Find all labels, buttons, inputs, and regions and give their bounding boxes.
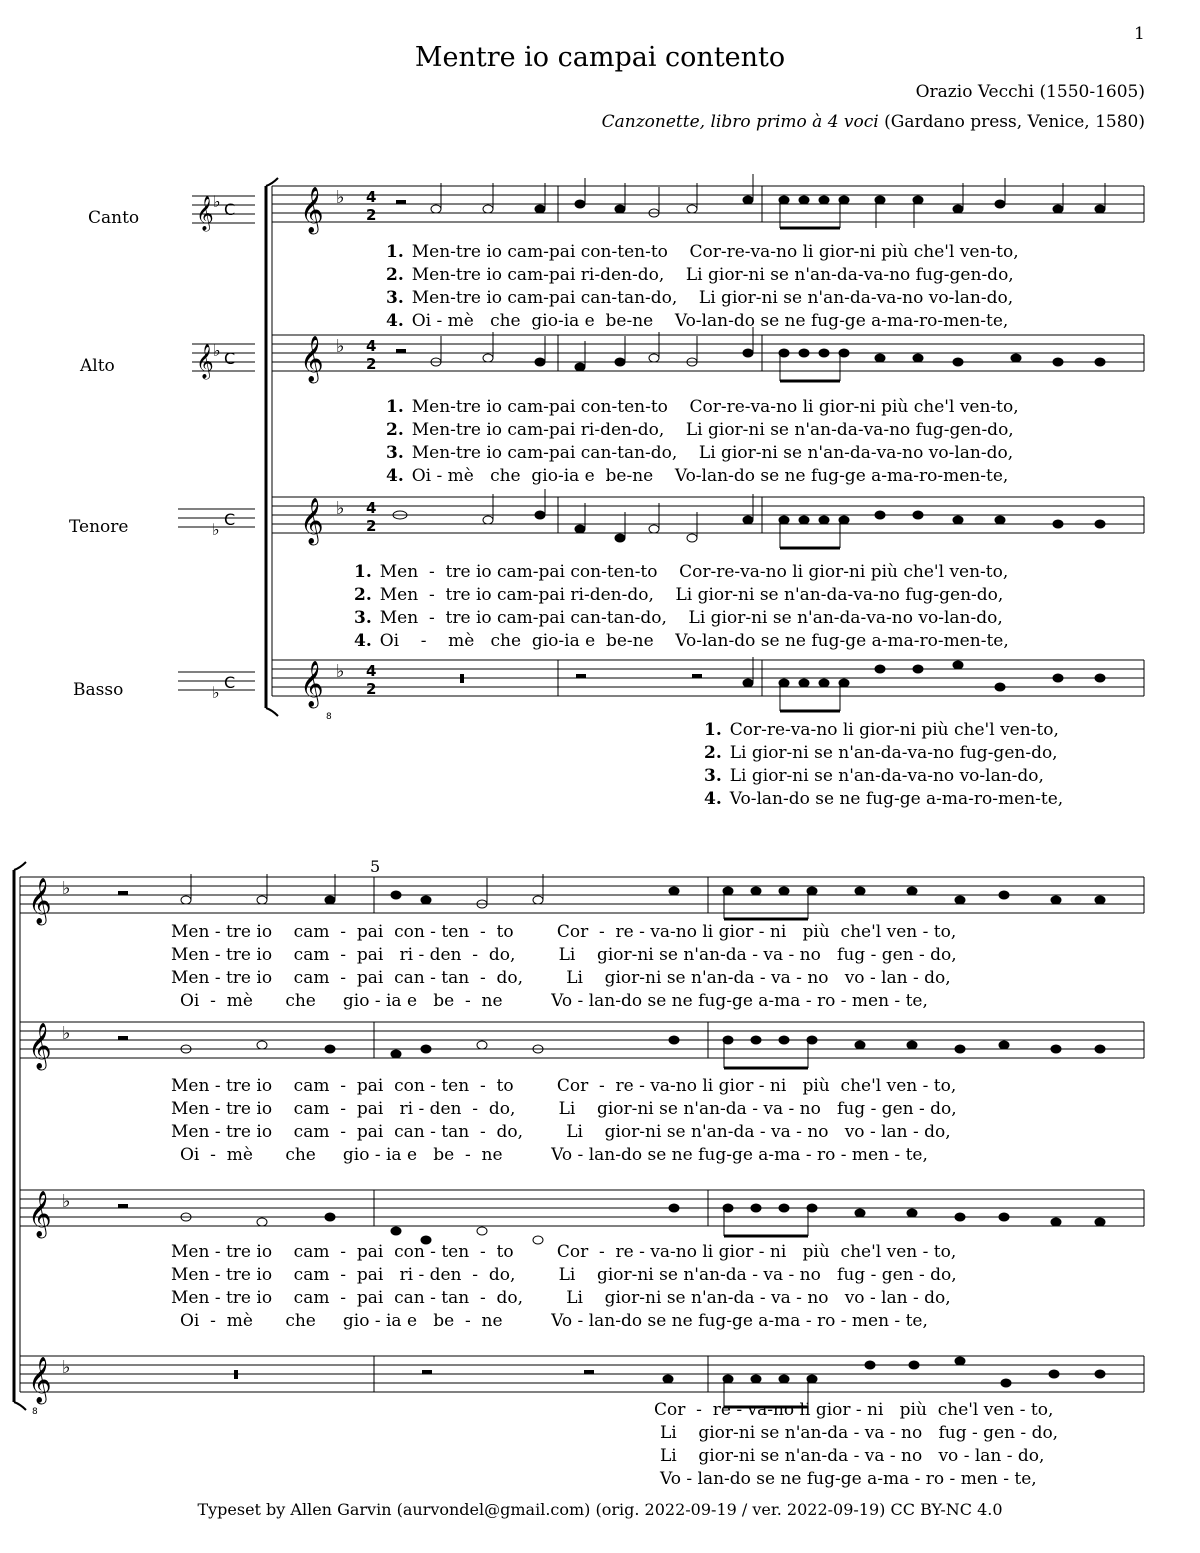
lyric-line: 3. Men-tre io cam-pai can-tan-do, Li gior-ni se n'an-da-va-no vo-lan-do, [386,288,1014,308]
bar-number: 5 [370,857,381,876]
common-time-icon: C [224,349,236,368]
treble-clef-icon: 𝄞 [300,336,324,382]
treble-clef-icon: 𝄞 [28,878,52,924]
common-time-icon: C [224,200,236,219]
lyric-line: Men - tre io cam - pai ri - den - do, Li gior-ni se n'an-da - va - no fug - gen - do, [171,1099,957,1119]
treble-clef-icon: 𝄞 [300,661,324,707]
lyric-line: Men - tre io cam - pai ri - den - do, Li gior-ni se n'an-da - va - no fug - gen - do, [171,1265,957,1285]
svg-text:4: 4 [366,337,377,355]
flat-icon: ♭ [336,336,345,357]
piece-title: Mentre io campai contento [414,42,786,73]
treble-clef-icon: 𝄞 [28,1023,52,1069]
staff-tenore-1 [272,497,1144,533]
staff-basso-2 [20,1356,1144,1392]
octave-mark: 8 [32,1407,38,1417]
footer-credit: Typeset by Allen Garvin (aurvondel@gmail.com) (orig. 2022-09-19 / ver. 2022-09-19) CC BY-NC 4.0 [197,1500,1003,1519]
notes-tenore-2 [118,1204,1105,1244]
lyric-line: 2. Men-tre io cam-pai ri-den-do, Li gior-ni se n'an-da-va-no fug-gen-do, [386,265,1014,285]
treble-clef-icon: 𝄞 [196,196,214,231]
flat-icon: ♭ [62,878,71,899]
lyric-line: Oi - mè che gio - ia e be - ne Vo - lan-do se ne fug-ge a-ma - ro - men - te, [180,1311,928,1331]
source-work: Canzonette, libro primo à 4 voci [601,112,879,132]
svg-text:4: 4 [366,499,377,517]
lyric-line: Men - tre io cam - pai ri - den - do, Li gior-ni se n'an-da - va - no fug - gen - do, [171,945,957,965]
lyric-line: 3. Li gior-ni se n'an-da-va-no vo-lan-do, [704,766,1044,786]
lyric-line: 1. Men-tre io cam-pai con-ten-to Cor-re-va-no li gior-ni più che'l ven-to, [386,242,1019,262]
lyric-line: Oi - mè che gio - ia e be - ne Vo - lan-do se ne fug-ge a-ma - ro - men - te, [180,991,928,1011]
notes-tenore-1 [393,489,1105,548]
lyric-line: Vo - lan-do se ne fug-ge a-ma - ro - men - te, [660,1469,1037,1489]
lyric-line: 2. Men - tre io cam-pai ri-den-do, Li gior-ni se n'an-da-va-no fug-gen-do, [354,585,1004,605]
incipit-staves [178,196,255,690]
instrument-name-canto: Canto [88,208,140,228]
lyric-line: 2. Li gior-ni se n'an-da-va-no fug-gen-do, [704,743,1058,763]
instrument-name-tenore: Tenore [69,517,129,537]
octave-mark: 8 [326,712,332,722]
lyric-line: 4. Oi - mè che gio-ia e be-ne Vo-lan-do se ne fug-ge a-ma-ro-men-te, [354,631,1009,651]
flat-icon: ♭ [212,520,220,539]
composer: Orazio Vecchi (1550-1605) [915,82,1145,102]
flat-icon: ♭ [213,341,221,360]
common-time-icon: C [224,510,236,529]
notes-canto-1 [396,174,1105,228]
lyric-line: Men - tre io cam - pai can - tan - do, Li gior-ni se n'an-da - va - no vo - lan - do, [171,1288,951,1308]
staff-upper-2 [20,877,1144,913]
instrument-name-basso: Basso [73,680,124,700]
lyric-line: Men - tre io cam - pai can - tan - do, Li gior-ni se n'an-da - va - no vo - lan - do, [171,968,951,988]
lyric-line: Men - tre io cam - pai con - ten - to Cor - re - va-no li gior - ni più che'l ven - to, [171,1076,957,1096]
treble-clef-icon: 𝄞 [28,1357,52,1403]
lyric-line: Oi - mè che gio - ia e be - ne Vo - lan-do se ne fug-ge a-ma - ro - men - te, [180,1145,928,1165]
lyric-line: Men - tre io cam - pai con - ten - to Cor - re - va-no li gior - ni più che'l ven - to, [171,922,957,942]
flat-icon: ♭ [212,683,220,702]
svg-text:4: 4 [366,188,377,206]
flat-icon: ♭ [213,192,221,211]
flat-icon: ♭ [62,1023,71,1044]
lyric-line: 4. Oi - mè che gio-ia e be-ne Vo-lan-do se ne fug-ge a-ma-ro-men-te, [386,466,1009,486]
flat-icon: ♭ [336,498,345,519]
lyric-line: Li gior-ni se n'an-da - va - no fug - gen - do, [660,1423,1059,1443]
staff-basso-1 [272,660,1144,696]
instrument-name-alto: Alto [80,356,115,376]
flat-icon: ♭ [62,1357,71,1378]
page-number: 1 [1134,24,1145,44]
system2-clefs [28,878,71,1417]
lyric-line: 1. Men-tre io cam-pai con-ten-to Cor-re-va-no li gior-ni più che'l ven-to, [386,397,1019,417]
svg-text:2: 2 [366,355,377,373]
treble-clef-icon: 𝄞 [300,498,324,544]
flat-icon: ♭ [336,661,345,682]
lyric-line: Li gior-ni se n'an-da - va - no vo - lan - do, [660,1446,1045,1466]
lyric-line: 1. Cor-re-va-no li gior-ni più che'l ven-to, [704,720,1059,740]
svg-text:2: 2 [366,680,377,698]
lyric-line: 4. Vo-lan-do se ne fug-ge a-ma-ro-men-te, [704,789,1064,809]
lyric-line: Cor - re - va-no li gior - ni più che'l ven - to, [654,1400,1054,1420]
lyric-line: 1. Men - tre io cam-pai con-ten-to Cor-re-va-no li gior-ni più che'l ven-to, [354,562,1009,582]
notes-alto-2 [118,1036,1105,1068]
lyric-line: 3. Men-tre io cam-pai can-tan-do, Li gior-ni se n'an-da-va-no vo-lan-do, [386,443,1014,463]
svg-text:2: 2 [366,517,377,535]
flat-icon: ♭ [62,1191,71,1212]
notes-upper-2 [118,874,1105,919]
lyric-line: 2. Men-tre io cam-pai ri-den-do, Li gior-ni se n'an-da-va-no fug-gen-do, [386,420,1014,440]
treble-clef-icon: 𝄞 [300,187,324,233]
svg-text:2: 2 [366,206,377,224]
lyric-line: 3. Men - tre io cam-pai can-tan-do, Li gior-ni se n'an-da-va-no vo-lan-do, [354,608,1003,628]
source-publisher: (Gardano press, Venice, 1580) [878,112,1145,132]
flat-icon: ♭ [336,187,345,208]
treble-clef-icon: 𝄞 [28,1191,52,1237]
notes-basso-1 [460,657,1105,711]
common-time-icon: C [224,673,236,692]
lyric-line: Men - tre io cam - pai con - ten - to Cor - re - va-no li gior - ni più che'l ven - to, [171,1242,957,1262]
lyric-line: 4. Oi - mè che gio-ia e be-ne Vo-lan-do se ne fug-ge a-ma-ro-men-te, [386,311,1009,331]
svg-text:4: 4 [366,662,377,680]
lyric-line: Men - tre io cam - pai can - tan - do, Li gior-ni se n'an-da - va - no vo - lan - do, [171,1122,951,1142]
treble-clef-icon: 𝄞 [196,344,214,379]
